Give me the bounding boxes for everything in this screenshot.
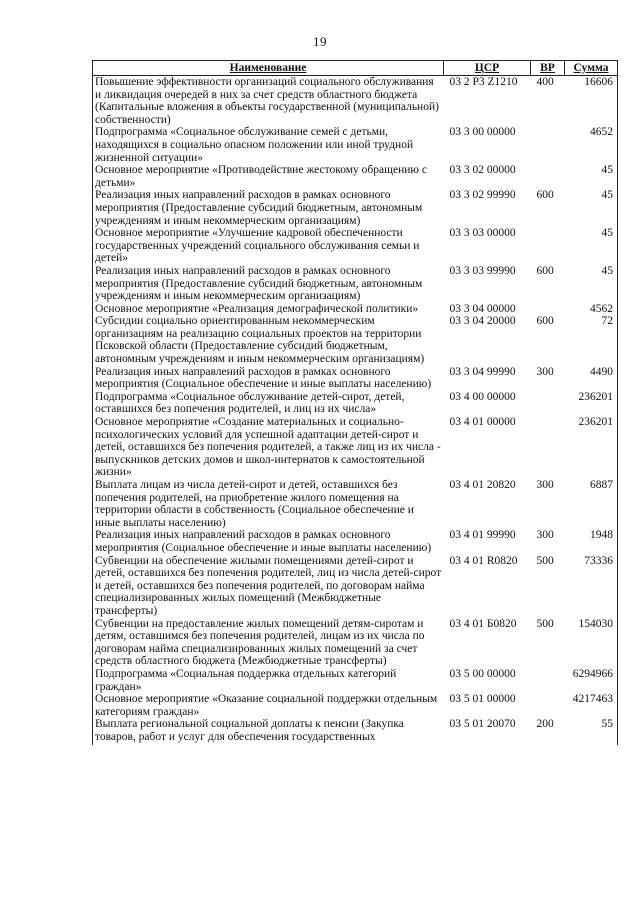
- cell-vr: 400: [536, 76, 554, 88]
- cell-sum: 4562: [590, 302, 613, 315]
- cell-sum: 4490: [590, 365, 613, 378]
- cell-sum: 16606: [584, 76, 613, 88]
- table-row: [93, 718, 618, 745]
- cell-vr: 600: [536, 315, 554, 328]
- cell-csr: 03 3 03 00000: [449, 227, 516, 240]
- cell-vr: 300: [536, 479, 554, 491]
- cell-csr: 03 4 00 00000: [449, 390, 516, 403]
- cell-vr: 200: [536, 718, 554, 731]
- cell-sum: 73336: [584, 554, 613, 567]
- cell-name: Реализация иных направлений расходов в рамках основного мероприятия (Социальное обеспечение и иные выплаты населению): [95, 529, 432, 554]
- table-row: [93, 189, 618, 227]
- cell-sum: 45: [601, 164, 613, 177]
- cell-csr: 03 3 04 00000: [449, 302, 516, 315]
- table-row: [93, 555, 618, 618]
- cell-sum: 6294966: [572, 667, 613, 680]
- cell-sum: 6887: [590, 479, 613, 491]
- cell-csr: 03 5 01 20070: [449, 718, 516, 731]
- cell-csr: 03 3 04 20000: [449, 315, 516, 328]
- cell-sum: 236201: [578, 416, 613, 429]
- cell-csr: 03 4 01 20820: [449, 479, 516, 491]
- cell-sum: 1948: [590, 529, 613, 542]
- cell-name: Повышение эффективности организаций социального обслуживания и ликвидация очередей в них за счет средств областного бюджета (Капитальные вложения в объекты государственной (муниципальной) собственности): [95, 76, 439, 126]
- cell-sum: 4217463: [572, 693, 613, 706]
- table-row: [93, 391, 618, 416]
- cell-csr: 03 3 03 99990: [449, 264, 516, 277]
- cell-sum: 72: [601, 315, 613, 328]
- cell-name: Субсидии социально ориентированным некоммерческим организациям на реализацию социальных проектов на территории Псковской области (Предоставление субсидий бюджетным, автономным учреждениям и иным некоммерческим организациям): [95, 315, 425, 366]
- cell-csr: 03 3 02 99990: [449, 189, 516, 202]
- cell-csr: 03 3 00 00000: [449, 126, 516, 139]
- cell-csr: 03 3 04 99990: [449, 365, 516, 378]
- table-row: [93, 416, 618, 479]
- cell-sum: 45: [601, 189, 613, 202]
- table-row: [93, 668, 618, 693]
- cell-name: Подпрограмма «Социальное обслуживание детей-сирот, детей, оставшихся без попечения родителей, и лиц из их числа»: [95, 390, 405, 416]
- table-row: [93, 315, 618, 365]
- cell-csr: 03 5 01 00000: [449, 693, 516, 706]
- header-csr: ЦСР: [444, 61, 531, 76]
- cell-vr: [531, 303, 565, 316]
- cell-csr: 03 5 00 00000: [449, 667, 516, 680]
- cell-name: Реализация иных направлений расходов в рамках основного мероприятия (Социальное обеспечение и иные выплаты населению): [95, 365, 432, 391]
- table-row: [93, 164, 618, 189]
- cell-vr: [531, 668, 565, 693]
- cell-vr: [531, 126, 565, 164]
- cell-vr: [531, 164, 565, 189]
- table-row: [93, 76, 618, 127]
- table-row: [93, 303, 618, 316]
- cell-vr: 300: [536, 365, 554, 378]
- cell-sum: 236201: [578, 390, 613, 403]
- cell-csr: 03 4 01 00000: [449, 416, 516, 429]
- cell-name: Подпрограмма «Социальная поддержка отдельных категорий граждан»: [95, 667, 397, 693]
- table-row: [93, 366, 618, 391]
- cell-csr: 03 4 01 Б0820: [449, 617, 517, 630]
- cell-csr: 03 2 P3 Z1210: [449, 76, 518, 88]
- cell-name: Реализация иных направлений расходов в рамках основного мероприятия (Предоставление субсидий бюджетным, автономным учреждениям и иным некоммерческим организациям): [95, 264, 423, 303]
- cell-vr: 300: [536, 529, 554, 542]
- cell-name: Основное мероприятие «Противодействие жестокому обращению с детьми»: [95, 164, 427, 189]
- cell-vr: [531, 391, 565, 416]
- cell-sum: 154030: [578, 617, 613, 630]
- page-number: 19: [313, 34, 327, 49]
- cell-csr: 03 4 01 99990: [449, 529, 516, 542]
- table-row: [93, 479, 618, 529]
- cell-csr: 03 3 02 00000: [449, 164, 516, 177]
- table-row: [93, 126, 618, 164]
- cell-vr: 600: [536, 189, 554, 202]
- cell-name: Субвенции на обеспечение жилыми помещениями детей-сирот и детей, оставшихся без попечения родителей, лиц из числа детей-сирот и детей, оставшихся без попечения родителей, по договорам найма специализированных жилых помещений (Межбюджетные трансферты): [95, 554, 442, 617]
- cell-sum: 45: [601, 227, 613, 240]
- cell-name: Реализация иных направлений расходов в рамках основного мероприятия (Предоставление субсидий бюджетным, автономным учреждениям и иным некоммерческим организациям): [95, 189, 423, 227]
- header-name: Наименование: [93, 61, 444, 76]
- table-row: [93, 529, 618, 554]
- cell-vr: [531, 693, 565, 718]
- header-vr: ВР: [531, 61, 565, 76]
- cell-sum: 4652: [590, 126, 613, 139]
- cell-vr: [531, 227, 565, 265]
- cell-vr: 500: [536, 554, 554, 567]
- budget-table: [92, 60, 618, 745]
- table-header-row: [93, 61, 618, 76]
- cell-name: Подпрограмма «Социальное обслуживание семей с детьми, находящихся в социально опасном положении или иной трудной жизненной ситуации»: [95, 126, 414, 164]
- cell-name: Основное мероприятие «Создание материальных и социально-психологических условий для успешной адаптации детей-сирот и детей, оставшихся без попечения родителей, а также лиц из их числа - выпускников детских домов и школ-интернатов к самостоятельной жизни»: [95, 416, 441, 479]
- cell-name: Основное мероприятие «Оказание социальной поддержки отдельным категориям граждан»: [95, 693, 438, 718]
- cell-sum: 55: [601, 718, 613, 731]
- cell-name: Выплата лицам из числа детей-сирот и детей, оставшихся без попечения родителей, на приобретение жилого помещения на территории области в собственность (Социальное обеспечение и иные выплаты населению): [95, 479, 414, 529]
- header-sum: Сумма: [565, 61, 618, 76]
- table-row: [93, 227, 618, 265]
- cell-sum: 45: [601, 264, 613, 277]
- cell-name: Субвенции на предоставление жилых помещений детям-сиротам и детям, оставшимся без попечения родителей, лицам из их числа по договорам найма специализированных жилых помещений за счет средств областного бюджета (Межбюджетные трансферты): [95, 617, 425, 668]
- table-row: [93, 265, 618, 303]
- cell-vr: 500: [536, 617, 554, 630]
- cell-vr: [531, 416, 565, 479]
- table-row: [93, 618, 618, 668]
- cell-name: Выплата региональной социальной доплаты к пенсии (Закупка товаров, работ и услуг для обеспечения государственных: [95, 718, 404, 743]
- cell-name: Основное мероприятие «Улучшение кадровой обеспеченности государственных учреждений социального обслуживания семьи и детей»: [95, 227, 420, 265]
- table-row: [93, 693, 618, 718]
- cell-vr: 600: [536, 264, 554, 277]
- cell-csr: 03 4 01 R0820: [449, 554, 518, 567]
- cell-name: Основное мероприятие «Реализация демографической политики»: [95, 302, 419, 315]
